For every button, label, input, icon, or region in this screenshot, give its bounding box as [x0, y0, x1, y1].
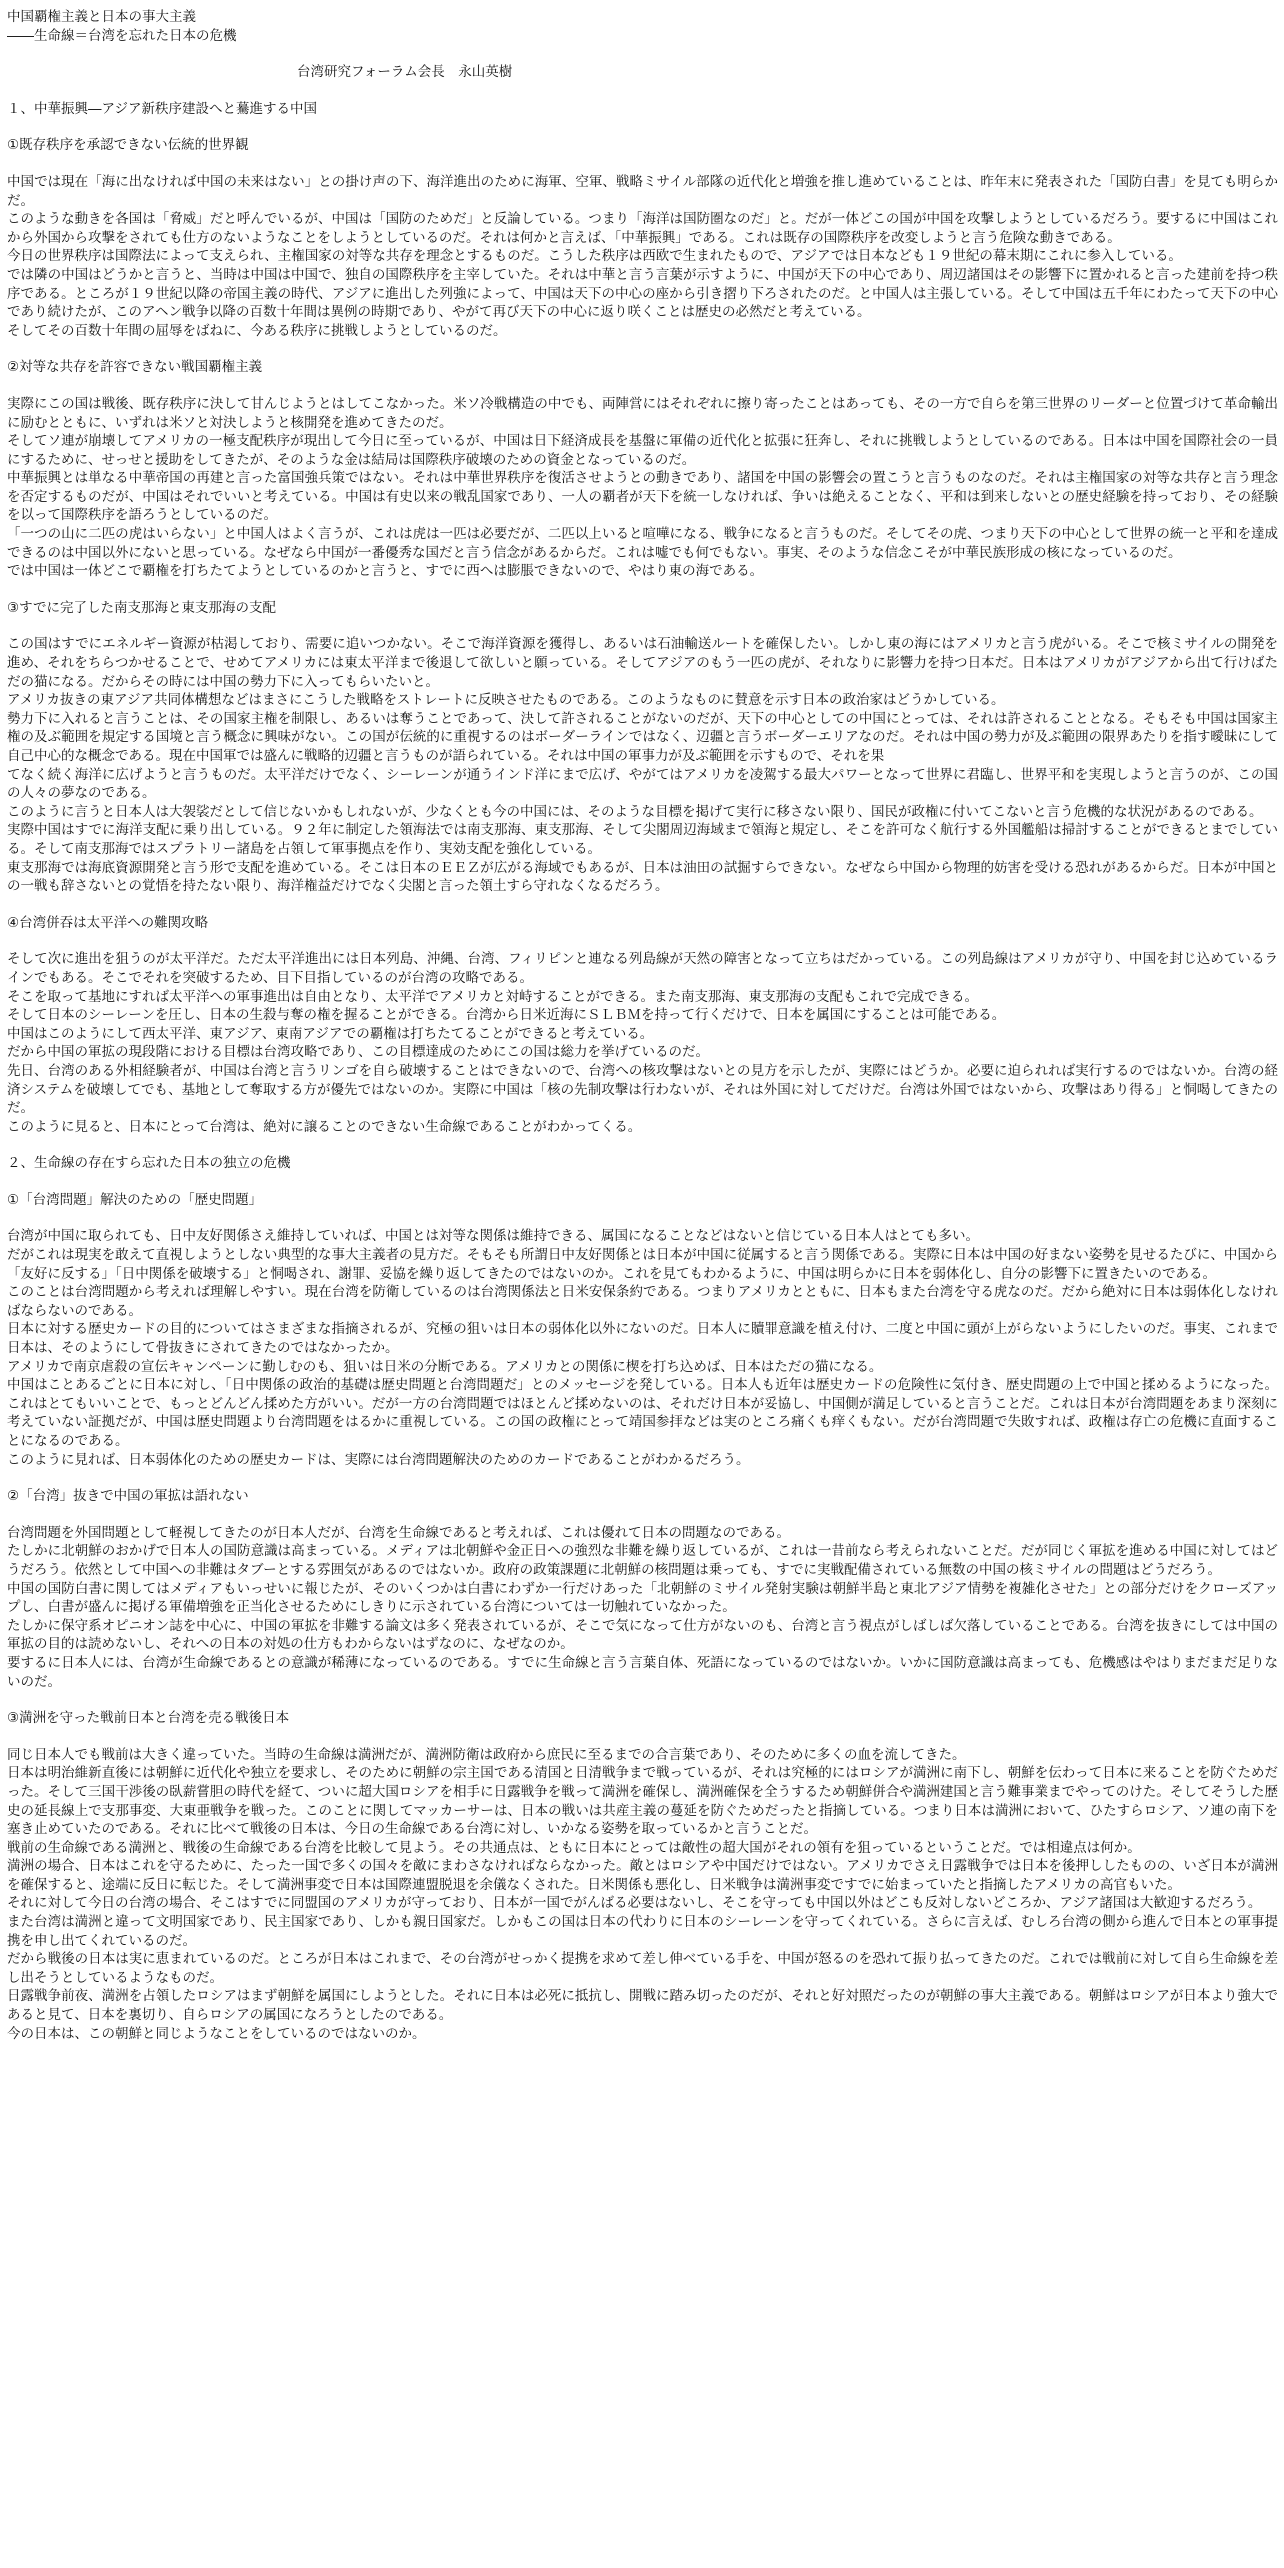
paragraph: 日露戦争前夜、満洲を占領したロシアはまず朝鮮を属国にしようとした。それに日本は必死に抵抗し、開戦に踏み切ったのだが、それと好対照だったのが朝鮮の事大主義である。朝鮮はロシアが日本より強大であると見て、日本を裏切り、自らロシアの属国になろうとしたのである。 — [7, 1988, 1278, 2024]
paragraph: では中国は一体どこで覇権を打ちたてようとしているのかと言うと、すでに西へは膨脹できないので、やはり東の海である。 — [7, 563, 764, 580]
subsection-2-1-heading: ①「台湾問題」解決のための「歴史問題」 — [7, 1191, 263, 1208]
subsection-1-2-heading: ②対等な共存を許容できない戦国覇権主義 — [7, 359, 263, 376]
paragraph: 戦前の生命線である満洲と、戦後の生命線である台湾を比較して見よう。その共通点は、ともに日本にとっては敵性の超大国がそれの領有を狙っているということだ。では相違点は何か。 — [7, 1839, 1141, 1856]
paragraph: たしかに北朝鮮のおかげで日本人の国防意識は高まっている。メディアは北朝鮮や金正日への強烈な非難を繰り返しているが、これは一昔前なら考えられないことだ。だが同じく軍拡を進める中国に対してはどうだろう。依然として中国への非難はタブーとする雰囲気があるのではないか。政府の政策課題に北朝鮮の核問題は乗っても、すでに実戦配備されている無数の中国の核ミサイルの問題はどうだろう。 — [7, 1543, 1278, 1578]
paragraph: てなく続く海洋に広げようと言うものだ。太平洋だけでなく、シーレーンが通うインド洋にまで広げ、やがてはアメリカを凌駕する最大パワーとなって世界に君臨し、世界平和を実現しようと言うのが、この国の人々の夢なのである。 — [7, 766, 1278, 802]
document-title: 中国覇権主義と日本の事大主義 — [7, 9, 196, 25]
subsection-2-2-heading: ②「台湾」抜きで中国の軍拡は語れない — [7, 1488, 249, 1505]
paragraph: そしてその百数十年間の屈辱をばねに、今ある秩序に挑戦しようとしているのだ。 — [7, 322, 507, 339]
subsection-1-3-heading: ③すでに完了した南支那海と東支那海の支配 — [7, 599, 277, 616]
paragraph: この国はすでにエネルギー資源が枯渇しており、需要に追いつかない。そこで海洋資源を獲得し、あるいは石油輸送ルートを確保したい。しかし東の海にはアメリカと言う虎がいる。そこで核ミサイルの開発を進め、それをちらつかせることで、せめてアメリカには東太平洋まで後退して欲しいと願っている。そしてアジアのもう一匹の虎が、それなりに影響力を持つ日本だ。日本はアメリカがアジアから出て行けばただの猫になる。だからその時には中国の勢力下に入ってもらいたいと。 — [7, 636, 1278, 690]
paragraph: アメリカ抜きの東アジア共同体構想などはまさにこうした戦略をストレートに反映させたものである。このようなものに賛意を示す日本の政治家はどうかしている。 — [7, 692, 1005, 709]
paragraph: それに対して今日の台湾の場合、そこはすでに同盟国のアメリカが守っており、日本が一国でがんばる必要はないし、そこを守っても中国以外はどこも反対しないどころか、アジア諸国は大歓迎するだろう。 — [7, 1895, 1262, 1912]
paragraph: 中国はことあるごとに日本に対し、「日中関係の政治的基礎は歴史問題と台湾問題だ」とのメッセージを発している。日本人も近年は歴史カードの危険性に気付き、歴史問題の上で中国と揉めるようになった。これはとてもいいことで、もっとどんどん揉めた方がいい。だが一方の台湾問題ではほとんど揉めないのは、それだけ日本が妥協し、中国側が満足していると言うことだ。これは日本が台湾問題をあまり深刻に考えていない証拠だが、中国は歴史問題より台湾問題をはるかに重視している。この国の政権にとって靖国参拝などは実のところ痛くも痒くもない。だが台湾問題で失敗すれば、政権は存亡の危機に直面することになるのである。 — [7, 1377, 1278, 1449]
author-line: 台湾研究フォーラム会長 永山英樹 — [297, 64, 513, 81]
paragraph: 中国はこのようにして西太平洋、東アジア、東南アジアでの覇権は打ちたてることができると考えている。 — [7, 1025, 654, 1042]
paragraph: また台湾は満洲と違って文明国家であり、民主国家であり、しかも親日国家だ。しかもこの国は日本の代わりに日本のシーレーンを守ってくれている。さらに言えば、むしろ台湾の側から進んで日本との軍事提携を申し出てくれているのだ。 — [7, 1914, 1278, 1949]
paragraph: では隣の中国はどうかと言うと、当時は中国は中国で、独自の国際秩序を主宰していた。それは中華と言う言葉が示すように、中国が天下の中心であり、周辺諸国はその影響下に置かれると言った建前を持つ秩序である。ところが１９世紀以降の帝国主義の時代、アジアに進出した列強によって、中国は天下の中心の座から引き摺り下ろされたのだ。と中国人は主張している。そして中国は五千年にわたって天下の中心であり続けたが、このアヘン戦争以降の百数十年間は異例の時期であり、やがて再び天下の中心に返り咲くことは歴史の必然だと考えている。 — [7, 266, 1278, 321]
paragraph: 中国では現在「海に出なければ中国の未来はない」との掛け声の下、海洋進出のために海軍、空軍、戦略ミサイル部隊の近代化と増強を推し進めていることは、昨年末に発表された「国防白書」を見ても明らかだ。 — [7, 173, 1278, 209]
paragraph: 満洲の場合、日本はこれを守るために、たった一国で多くの国々を敵にまわさなければならなかった。敵とはロシアや中国だけではない。アメリカでさえ日露戦争では日本を後押ししたものの、いざ日本が満洲を確保すると、途端に反日に転じた。そして満洲事変で日本は国際連盟脱退を余儀なくされた。日米関係も悪化し、日米戦争は満洲事変ですでに始まっていたと指摘したアメリカの高官もいた。 — [7, 1858, 1278, 1893]
paragraph: だから中国の軍拡の現段階における目標は台湾攻略であり、この目標達成のためにこの国は総力を挙げているのだ。 — [7, 1044, 709, 1061]
paragraph: そこを取って基地にすれば太平洋への軍事進出は自由となり、太平洋でアメリカと対峙することができる。また南支那海、東支那海の支配もこれで完成できる。 — [7, 988, 979, 1005]
paragraph: だがこれは現実を敢えて直視しようとしない典型的な事大主義者の見方だ。そもそも所謂日中友好関係とは日本が中国に従属すると言う関係である。実際に日本は中国の好まない姿勢を見せるたびに、中国から「友好に反する」「日中関係を破壊する」と恫喝され、謝罪、妥協を繰り返してきたのではないのか。これを見てもわかるように、中国は明らかに日本を弱体化し、自分の影響下に置きたいのである。 — [7, 1247, 1278, 1282]
paragraph: たしかに保守系オピニオン誌を中心に、中国の軍拡を非難する論文は多く発表されているが、そこで気になって仕方がないのも、台湾と言う視点がしばしば欠落していることである。台湾を抜きにしては中国の軍拡の目的は読めないし、それへの日本の対処の仕方もわからないはずなのに、なぜなのか。 — [7, 1617, 1278, 1653]
section-1-heading: １、中華振興―アジア新秩序建設へと驀進する中国 — [7, 100, 317, 117]
paragraph: 中国の国防白書に関してはメディアもいっせいに報じたが、そのいくつかは白書にわずか一行だけあった「北朝鮮のミサイル発射実験は朝鮮半島と東北アジア情勢を複雑化させた」との部分だけをクローズアップし、白書が盛んに掲げる軍備増強を正当化させるためにしきりに示されている台湾については一切触れていなかった。 — [7, 1580, 1278, 1616]
paragraph: 「一つの山に二匹の虎はいらない」と中国人はよく言うが、これは虎は一匹は必要だが、二匹以上いると喧嘩になる、戦争になると言うものだ。そしてその虎、つまり天下の中心として世界の統一と平和を達成できるのは中国以外にないと思っている。なぜなら中国が一番優秀な国だと言う信念があるからだ。これは嘘でも何でもない。事実、そのような信念こそが中華民族形成の核になっているのだ。 — [7, 526, 1278, 561]
paragraph: 台湾が中国に取られても、日中友好関係さえ維持していれば、中国とは対等な関係は維持できる、属国になることなどはないと信じている日本人はとても多い。 — [7, 1228, 979, 1245]
subsection-2-3-heading: ③満洲を守った戦前日本と台湾を売る戦後日本 — [7, 1710, 290, 1727]
paragraph: 中華振興とは単なる中華帝国の再建と言った富国強兵策ではない。それは中華世界秩序を復活させようとの動きであり、諸国を中国の影響会の置こうと言うものなのだ。それは主権国家の対等な共存と言う理念を否定するものだが、中国はそれでいいと考えている。中国は有史以来の戦乱国家であり、一人の覇者が天下を統一しなければ、争いは絶えることなく、平和は到来しないとの歴史経験を持っており、その経験を以って国際秩序を語ろうとしているのだ。 — [7, 470, 1278, 524]
paragraph: 実際にこの国は戦後、既存秩序に決して甘んじようとはしてこなかった。米ソ冷戦構造の中でも、両陣営にはそれぞれに擦り寄ったことはあっても、その一方で自らを第三世界のリーダーと位置づけて革命輸出に励むとともに、いずれは米ソと対決しようと核開発を進めてきたのだ。 — [7, 395, 1278, 431]
paragraph: そして日本のシーレーンを圧し、日本の生殺与奪の権を握ることができる。台湾から日米近海にＳＬＢＭを持って行くだけで、日本を属国にすることは可能である。 — [7, 1007, 1006, 1024]
subsection-2-3-body — [7, 1746, 1278, 2044]
paragraph: アメリカで南京虐殺の宣伝キャンペーンに勤しむのも、狙いは日米の分断である。アメリカとの関係に楔を打ち込めば、日本はただの猫になる。 — [7, 1358, 883, 1375]
paragraph: 同じ日本人でも戦前は大きく違っていた。当時の生命線は満洲だが、満洲防衛は政府から庶民に至るまでの合言葉であり、そのために多くの血を流してきた。 — [7, 1746, 966, 1763]
paragraph: 今の日本は、この朝鮮と同じようなことをしているのではないのか。 — [7, 2025, 426, 2042]
paragraph: 実際中国はすでに海洋支配に乗り出している。９２年に制定した領海法では南支那海、東支那海、そして尖閣周辺海域まで領海と規定し、そこを許可なく航行する外国艦船は掃討することができるとまでしている。そして南支那海ではスプラトリー諸島を占領して軍事拠点を作り、実効支配を強化している。 — [7, 822, 1278, 857]
paragraph: 日本に対する歴史カードの目的についてはさまざまな指摘されるが、究極の狙いは日本の弱体化以外にないのだ。日本人に贖罪意識を植え付け、二度と中国に頭が上がらないようにしたいのだ。事実、これまで日本は、そのようにして骨抜きにされてきたのではなかったか。 — [7, 1321, 1278, 1357]
paragraph: このように見れば、日本弱体化のための歴史カードは、実際には台湾問題解決のためのカードであることがわかるだろう。 — [7, 1451, 750, 1468]
paragraph: このことは台湾問題から考えれば理解しやすい。現在台湾を防衛しているのは台湾関係法と日米安保条約である。つまりアメリカとともに、日本もまた台湾を守る虎なのだ。だから絶対に日本は弱体化しなければならないのである。 — [7, 1284, 1278, 1319]
subsection-2-2-body — [7, 1524, 1278, 1691]
paragraph: 日本は明治維新直後には朝鮮に近代化や独立を要求し、そのために朝鮮の宗主国である清国と日清戦争まで戦っているが、それは究極的にはロシアが満洲に南下し、朝鮮を伝わって日本に来ることを防ぐためだった。そして三国干渉後の臥薪嘗胆の時代を経て、ついに超大国ロシアを相手に日露戦争を戦って満洲を確保し、満洲確保を全うするため朝鮮併合や満洲建国と言う難事業までやってのけた。そしてそうした歴史の延長線上で支那事変、大東亜戦争を戦った。このことに関してマッカーサーは、日本の戦いは共産主義の蔓延を防ぐためだったと指摘している。つまり日本は満洲において、ひたすらロシア、ソ連の南下を塞き止めていたのである。それに比べて戦後の日本は、今日の生命線である台湾に対し、いかなる姿勢を取っているかと言うことだ。 — [7, 1765, 1278, 1838]
section-2-heading: ２、生命線の存在すら忘れた日本の独立の危機 — [7, 1155, 291, 1172]
paragraph: 先日、台湾のある外相経験者が、中国は台湾と言うリンゴを自ら破壊することはできないので、台湾への核攻撃はないとの見方を示したが、実際にはどうか。必要に迫られれば実行するのではないか。台湾の経済システムを破壊してでも、基地として奪取する方が優先ではないのか。実際に中国は「核の先制攻撃は行わないが、それは外国に対してだけだ。台湾は外国ではないから、攻撃はあり得る」と恫喝してきたのだ。 — [7, 1062, 1278, 1117]
subsection-1-1-heading: ①既存秩序を承認できない伝統的世界観 — [7, 137, 249, 154]
paragraph: 今日の世界秩序は国際法によって支えられ、主権国家の対等な共存を理念とするものだ。こうした秩序は西欧で生まれたもので、アジアでは日本なども１９世紀の幕末期にこれに参入している。 — [7, 248, 1182, 265]
paragraph: 台湾問題を外国問題として軽視してきたのが日本人だが、台湾を生命線であると考えれば、これは優れて日本の問題なのである。 — [7, 1524, 790, 1541]
paragraph: そして次に進出を狙うのが太平洋だ。ただ太平洋進出には日本列島、沖縄、台湾、フィリピンと連なる列島線が天然の障害となって立ちはだかっている。この列島線はアメリカが守り、中国を封じ込めているラインでもある。そこでそれを突破するため、目下目指しているのが台湾の攻略である。 — [7, 951, 1278, 986]
subsection-1-2-body — [7, 395, 1278, 581]
document-subtitle: ――生命線＝台湾を忘れた日本の危機 — [7, 27, 237, 44]
subsection-1-3-body — [7, 635, 1278, 895]
subsection-1-1-body — [7, 173, 1278, 340]
subsection-1-4-heading: ④台湾併吞は太平洋への難関攻略 — [7, 914, 209, 931]
subsection-1-4-body — [7, 950, 1278, 1136]
paragraph: このような動きを各国は「脅威」だと呼んでいるが、中国は「国防のためだ」と反論している。つまり「海洋は国防圏なのだ」と。だが一体どこの国が中国を攻撃しようとしているだろう。要するに中国はこれから外国から攻撃をされても仕方のないようなことをしようとしているのだ。それは何かと言えば、「中華振興」である。これは既存の国際秩序を改変しようと言う危険な動きである。 — [7, 211, 1278, 246]
paragraph: 勢力下に入れると言うことは、その国家主権を制限し、あるいは奪うことであって、決して許されることがないのだが、天下の中心としての中国にとっては、それは許されることとなる。そもそも中国は国家主権の及ぶ範囲を規定する国境と言う概念に興味がない。この国が伝統的に重視するのはボーダーラインではなく、辺疆と言うボーダーエリアなのだ。それは中国の勢力が及ぶ範囲の限界あたりを指す曖昧にして自己中心的な概念である。現在中国軍では盛んに戦略的辺疆と言うものが語られている。それは中国の軍事力が及ぶ範囲を示すもので、それを果 — [7, 710, 1278, 764]
paragraph: だから戦後の日本は実に恵まれているのだ。ところが日本はこれまで、その台湾がせっかく提携を求めて差し伸べている手を、中国が怒るのを恐れて振り払ってきたのだ。これでは戦前に対して自ら生命線を差し出そうとしているようなものだ。 — [7, 1951, 1278, 1986]
paragraph: このように言うと日本人は大袈裟だとして信じないかもしれないが、少なくとも今の中国には、そのような目標を掲げて実行に移さない限り、国民が政権に付いてこないと言う危機的な状況があるのである。 — [7, 803, 1263, 820]
paragraph: そしてソ連が崩壊してアメリカの一極支配秩序が現出して今日に至っているが、中国は日下経済成長を基盤に軍備の近代化と拡張に狂奔し、それに挑戦しようとしているのである。日本は中国を国際社会の一員にするために、せっせと援助をしてきたが、そのような金は結局は国際秩序破壊のための資金となっているのだ。 — [7, 433, 1278, 468]
paragraph: 東支那海では海底資源開発と言う形で支配を進めている。そこは日本のＥＥＺが広がる海域でもあるが、日本は油田の試掘すらできない。なぜなら中国から物理的妨害を受ける恐れがあるからだ。日本が中国との一戦も辞さないとの覚悟を持たない限り、海洋権益だけでなく尖閣と言った領土すら守れなくなるだろう。 — [7, 859, 1278, 895]
paragraph: このように見ると、日本にとって台湾は、絶対に譲ることのできない生命線であることがわかってくる。 — [7, 1118, 642, 1135]
paragraph: 要するに日本人には、台湾が生命線であるとの意識が稀薄になっているのである。すでに生命線と言う言葉自体、死語になっているのではないか。いかに国防意識は高まっても、危機感はやはりまだまだ足りないのだ。 — [7, 1654, 1278, 1690]
subsection-2-1-body — [7, 1227, 1278, 1469]
